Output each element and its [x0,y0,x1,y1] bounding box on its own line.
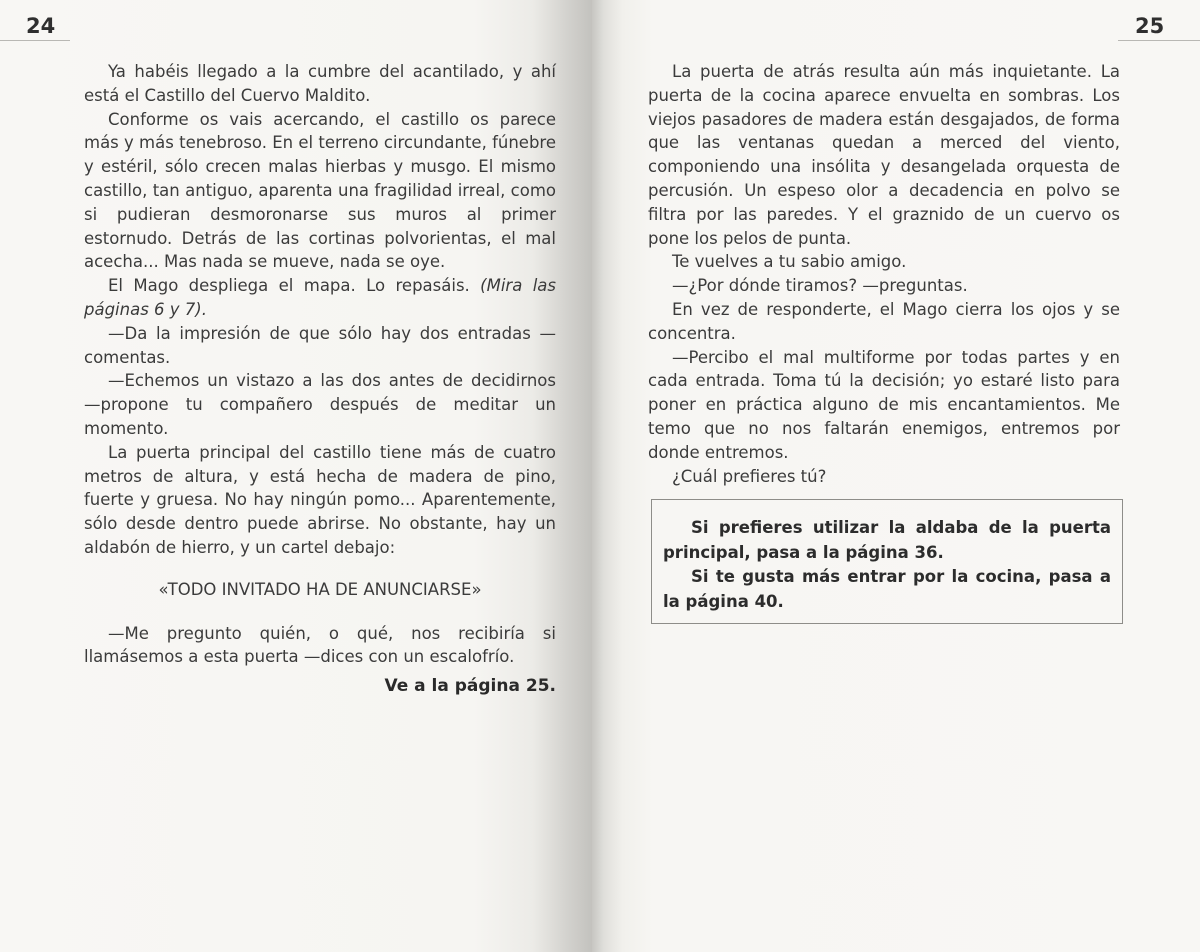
map-reference: (Mira las páginas 6 y 7). [84,276,556,319]
paragraph: Te vuelves a tu sabio amigo. [672,252,907,272]
header-rule-left [0,40,70,41]
paragraph: —Me pregunto quién, o qué, nos recibiría si llamásemos a esta puerta —dices con un escalofrío. [84,623,556,667]
page-number-left: 24 [26,14,56,38]
paragraph: —Echemos un vistazo a las dos antes de decidirnos —propone tu compañero después de meditar un momento. [84,371,556,438]
paragraph: Conforme os vais acercando, el castillo os parece más y más tenebroso. En el terreno circundante, fúnebre y estéril, sólo crecen malas hierbas y musgo. El mismo castillo, tan antiguo, aparenta una fragilidad irreal, como si pudieran desmoronarse sus muros al primer estornudo. Detrás de las cortinas polvorientas, el mal acecha... Mas nada se mueve, nada se oye. [84,109,556,272]
header-rule-right [1118,40,1200,41]
choice-option-main-door: Si prefieres utilizar la aldaba de la puerta principal, pasa a la página 36. [663,518,1111,562]
left-page-text [84,60,556,669]
paragraph: Ya habéis llegado a la cumbre del acantilado, y ahí está el Castillo del Cuervo Maldito. [84,62,556,105]
paragraph [84,274,556,322]
page-number-right: 25 [1135,14,1165,38]
choice-box [651,499,1123,624]
paragraph-text: El Mago despliega el mapa. Lo repasáis. [108,276,470,296]
paragraph: En vez de responderte, el Mago cierra los ojos y se concentra. [648,299,1120,343]
paragraph: ¿Cuál prefieres tú? [672,466,827,486]
paragraph: —Da la impresión de que sólo hay dos entradas —comentas. [84,323,556,367]
right-page-text [648,60,1120,488]
paragraph: —Percibo el mal multiforme por todas partes y en cada entrada. Toma tú la decisión; yo estaré listo para poner en práctica alguno de mis encantamientos. Me temo que no nos faltarán enemigos, entremos por donde entremos. [648,347,1120,462]
choice-option-kitchen: Si te gusta más entrar por la cocina, pasa a la página 40. [663,567,1111,611]
paragraph: —¿Por dónde tiramos? —preguntas. [672,276,968,296]
goto-instruction: Ve a la página 25. [384,676,556,696]
paragraph: La puerta principal del castillo tiene más de cuatro metros de altura, y está hecha de madera de pino, fuerte y gruesa. No hay ningún pomo... Aparentemente, sólo desde dentro puede abrirse. No obstante, hay un aldabón de hierro, y un cartel debajo: [84,442,556,557]
paragraph: La puerta de atrás resulta aún más inquietante. La puerta de la cocina aparece envuelta en sombras. Los viejos pasadores de madera están desgajados, de forma que las ventanas quedan a merced del viento, componiendo una insólita y desangelada orquesta de percusión. Un espeso olor a decadencia en polvo se filtra por las paredes. Y el graznido de un cuervo os pone los pelos de punta. [648,62,1120,248]
door-sign-text: «TODO INVITADO HA DE ANUNCIARSE» [158,579,482,599]
